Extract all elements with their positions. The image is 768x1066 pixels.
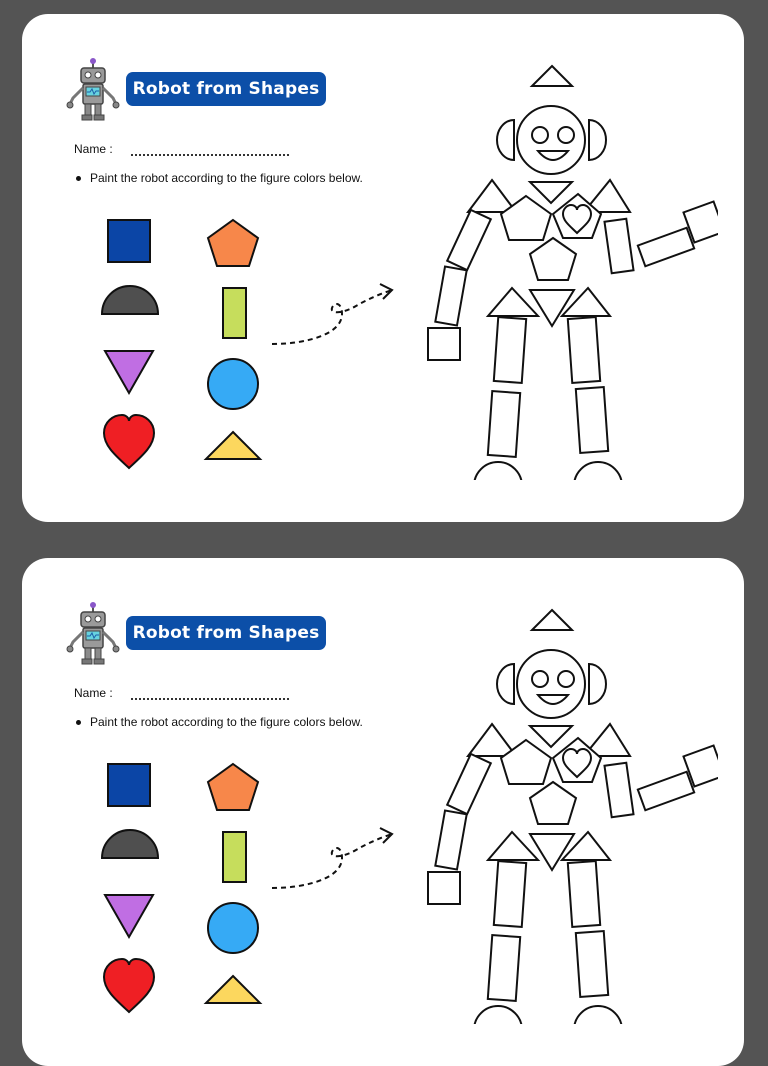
robot-left-thigh xyxy=(494,861,526,927)
worksheet-card-2 xyxy=(22,558,744,1066)
robot-left-ear xyxy=(497,664,514,704)
robot-left-hand xyxy=(428,328,460,360)
robot-right-thigh xyxy=(568,861,600,927)
robot-right-shin xyxy=(576,931,608,997)
color-palette xyxy=(96,754,276,1014)
palette-circle xyxy=(208,359,258,409)
robot-left-shin xyxy=(488,391,520,457)
robot-outline xyxy=(398,60,718,480)
robot-left-foot xyxy=(474,1006,522,1024)
robot-outline xyxy=(398,604,718,1024)
palette-heart xyxy=(104,959,154,1012)
name-line[interactable] xyxy=(131,687,289,700)
robot-left-lower-arm xyxy=(435,811,466,870)
robot-belly-pentagon xyxy=(530,782,576,824)
robot-right-foot xyxy=(574,1006,622,1024)
name-row xyxy=(74,142,289,156)
robot-antenna-triangle xyxy=(532,610,572,630)
worksheet-title: Robot from Shapes xyxy=(126,616,326,650)
robot-neck-triangle xyxy=(530,726,572,747)
palette-triangle-up xyxy=(206,976,260,1003)
palette-rectangle xyxy=(223,832,246,882)
robot-right-shin xyxy=(576,387,608,453)
robot-head xyxy=(517,650,585,718)
robot-left-shin xyxy=(488,935,520,1001)
robot-left-eye xyxy=(532,671,548,687)
robot-right-upper-arm xyxy=(604,219,633,274)
palette-pentagon xyxy=(208,220,258,266)
robot-left-foot xyxy=(474,462,522,480)
robot-neck-triangle xyxy=(530,182,572,203)
robot-belly-pentagon xyxy=(530,238,576,280)
worksheet-title: Robot from Shapes xyxy=(126,72,326,106)
robot-right-eye xyxy=(558,671,574,687)
robot-head xyxy=(517,106,585,174)
robot-right-eye xyxy=(558,127,574,143)
robot-left-ear xyxy=(497,120,514,160)
palette-semicircle xyxy=(102,830,158,858)
palette-triangle-down xyxy=(105,351,153,393)
instruction-text: Paint the robot according to the figure colors below. xyxy=(90,715,363,729)
name-label: Name : xyxy=(74,142,113,156)
palette-circle xyxy=(208,903,258,953)
name-label: Name : xyxy=(74,686,113,700)
robot-right-thigh xyxy=(568,317,600,383)
palette-square xyxy=(108,220,150,262)
robot-right-foot xyxy=(574,462,622,480)
robot-right-ear xyxy=(589,664,606,704)
bullet-icon xyxy=(76,720,81,725)
robot-right-lower-arm xyxy=(638,228,694,266)
name-line[interactable] xyxy=(131,143,289,156)
robot-left-lower-arm xyxy=(435,267,466,326)
bullet-icon xyxy=(76,176,81,181)
robot-left-eye xyxy=(532,127,548,143)
palette-square xyxy=(108,764,150,806)
palette-heart xyxy=(104,415,154,468)
robot-logo-icon xyxy=(66,602,120,666)
palette-semicircle xyxy=(102,286,158,314)
worksheet-card-1 xyxy=(22,14,744,522)
robot-right-ear xyxy=(589,120,606,160)
robot-right-lower-arm xyxy=(638,772,694,810)
name-row xyxy=(74,686,289,700)
color-palette xyxy=(96,210,276,470)
robot-left-upper-arm xyxy=(447,210,491,270)
dashed-arrow-icon xyxy=(262,266,402,356)
dashed-arrow-icon xyxy=(262,810,402,900)
robot-left-thigh xyxy=(494,317,526,383)
palette-pentagon xyxy=(208,764,258,810)
robot-left-hand xyxy=(428,872,460,904)
instruction xyxy=(76,171,363,185)
palette-triangle-up xyxy=(206,432,260,459)
instruction xyxy=(76,715,363,729)
robot-right-upper-arm xyxy=(604,763,633,818)
robot-antenna-triangle xyxy=(532,66,572,86)
robot-left-upper-arm xyxy=(447,754,491,814)
instruction-text: Paint the robot according to the figure colors below. xyxy=(90,171,363,185)
palette-rectangle xyxy=(223,288,246,338)
robot-logo-icon xyxy=(66,58,120,122)
palette-triangle-down xyxy=(105,895,153,937)
